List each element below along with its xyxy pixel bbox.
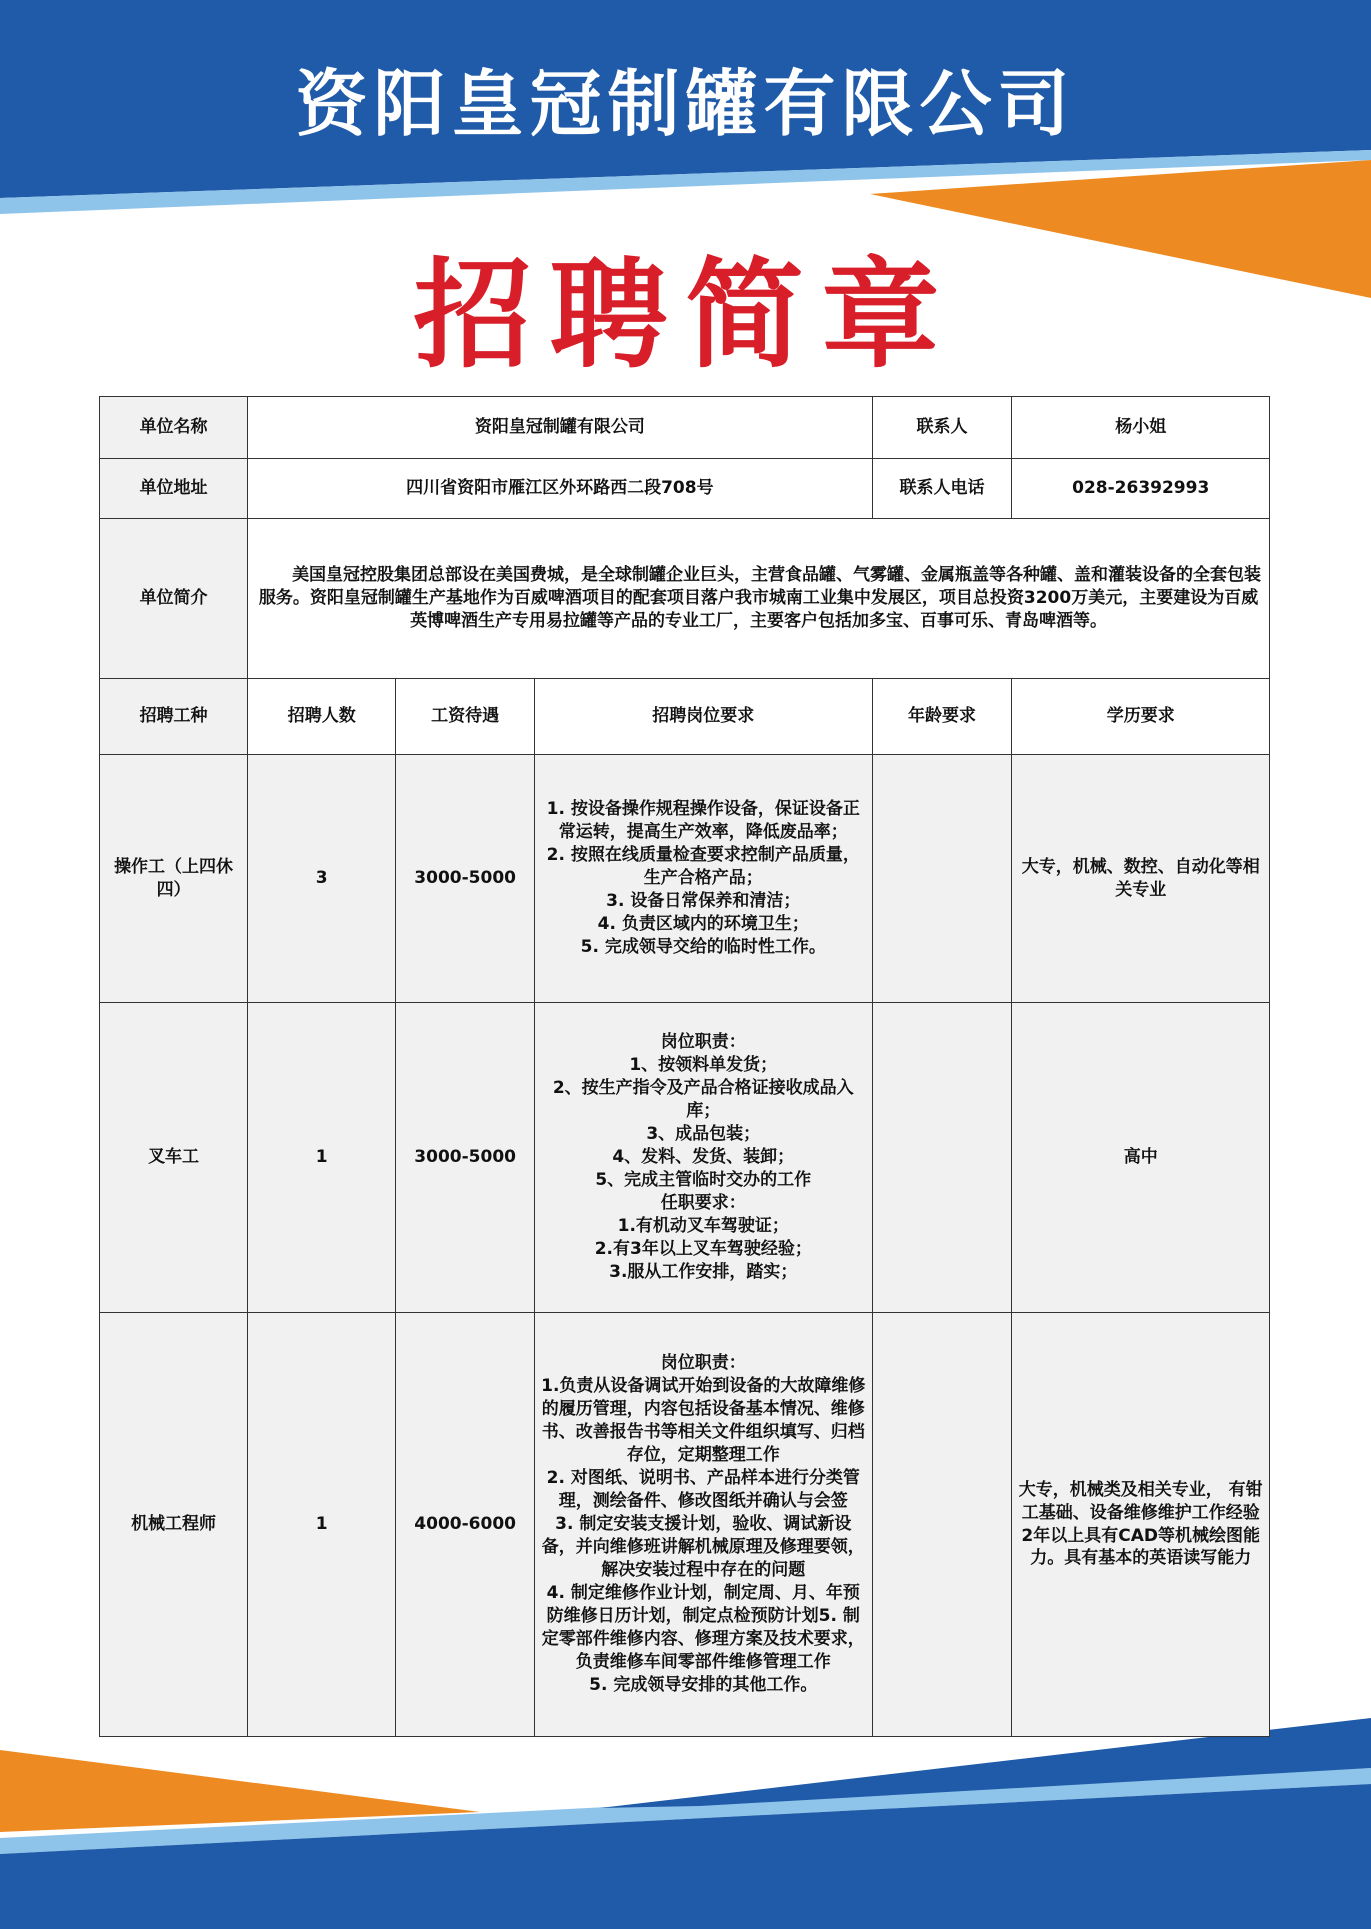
requirement-line: 1、按领料单发货； — [629, 1055, 778, 1076]
requirement-line: 3. 设备日常保养和清洁； — [606, 890, 801, 911]
requirement-line: 5. 完成领导交给的临时性工作。 — [580, 936, 826, 957]
requirement-line: 2. 按照在线质量检查要求控制产品质量，生产合格产品； — [546, 845, 860, 889]
job-salary: 3000-5000 — [396, 1003, 535, 1313]
job-age — [872, 755, 1012, 1003]
requirement-line: 4、发料、发货、装卸； — [612, 1147, 795, 1168]
requirement-line: 3. 制定安装支援计划，验收、调试新设备，并向维修班讲解机械原理及修理要领，解决安装过程中存在的问题 — [541, 1514, 865, 1580]
phone-value: 028-26392993 — [1012, 459, 1270, 519]
requirement-line: 2. 对图纸、说明书、产品样本进行分类管理，测绘备件、修改图纸并确认与会签 — [546, 1468, 860, 1512]
requirement-line: 3、成品包装； — [646, 1124, 761, 1145]
job-requirements — [535, 755, 873, 1003]
recruitment-table — [99, 396, 1270, 1737]
company-title: 资阳皇冠制罐有限公司 — [295, 62, 1076, 146]
job-title: 叉车工 — [100, 1003, 248, 1313]
job-education: 大专，机械类及相关专业， 有钳工基础、设备维修维护工作经验2年以上具有CAD等机械绘图能力。具有基本的英语读写能力 — [1012, 1313, 1270, 1737]
job-count: 1 — [248, 1313, 396, 1737]
requirement-line: 5. 完成领导安排的其他工作。 — [589, 1674, 818, 1695]
requirement-line: 岗位职责： — [660, 1353, 746, 1374]
intro-label: 单位简介 — [100, 519, 248, 679]
address-label: 单位地址 — [100, 459, 248, 519]
job-education: 高中 — [1012, 1003, 1270, 1313]
job-requirements — [535, 1003, 873, 1313]
job-age — [872, 1313, 1012, 1737]
table-row — [100, 1003, 1270, 1313]
job-requirements — [535, 1313, 873, 1737]
requirement-line: 岗位职责： — [660, 1032, 746, 1053]
requirement-line: 1.有机动叉车驾驶证； — [617, 1215, 789, 1236]
intro-text-body: 美国皇冠控股集团总部设在美国费城，是全球制罐企业巨头，主营食品罐、气雾罐、金属瓶盖等各种罐、盖和灌装设备的全套包装服务。资阳皇冠制罐生产基地作为百威啤酒项目的配套项目落户我市城南工业集中发展区，项目总投资3200万美元，主要建设为百威英博啤酒生产专用易拉罐等产品的专业工厂，主要客户包括加多宝、百事可乐、青岛啤酒等。 — [258, 565, 1262, 631]
header-education: 学历要求 — [1012, 679, 1270, 755]
requirement-line: 3.服从工作安排，踏实； — [609, 1261, 798, 1282]
table-row — [100, 1313, 1270, 1737]
job-title: 操作工（上四休四） — [100, 755, 248, 1003]
name-label: 单位名称 — [100, 397, 248, 459]
requirement-line: 4. 制定维修作业计划，制定周、月、年预防维修日历计划，制定点检预防计划5. 制定零部件维修内容、修理方案及技术要求，负责维修车间零部件维修管理工作 — [541, 1582, 865, 1672]
header-row — [100, 679, 1270, 755]
requirement-line: 1.负责从设备调试开始到设备的大故障维修的履历管理，内容包括设备基本情况、维修书、改善报告书等相关文件组织填写、归档存位，定期整理工作 — [541, 1376, 866, 1466]
header-count: 招聘人数 — [248, 679, 396, 755]
requirement-line: 2.有3年以上叉车驾驶经验； — [594, 1238, 812, 1259]
info-row-address — [100, 459, 1270, 519]
header-requirements: 招聘岗位要求 — [535, 679, 873, 755]
address-value: 四川省资阳市雁江区外环路西二段708号 — [248, 459, 872, 519]
job-salary: 3000-5000 — [396, 755, 535, 1003]
requirement-line: 任职要求： — [660, 1192, 746, 1213]
job-title: 机械工程师 — [100, 1313, 248, 1737]
requirement-line: 1. 按设备操作规程操作设备，保证设备正常运转，提高生产效率，降低废品率； — [546, 799, 860, 843]
job-salary: 4000-6000 — [396, 1313, 535, 1737]
contact-label: 联系人 — [872, 397, 1012, 459]
job-age — [872, 1003, 1012, 1313]
requirement-line: 5、完成主管临时交办的工作 — [595, 1169, 812, 1190]
job-count: 1 — [248, 1003, 396, 1313]
phone-label: 联系人电话 — [872, 459, 1012, 519]
info-row-name — [100, 397, 1270, 459]
table-row — [100, 755, 1270, 1003]
header-salary: 工资待遇 — [396, 679, 535, 755]
job-count: 3 — [248, 755, 396, 1003]
requirement-line: 4. 负责区域内的环境卫生； — [597, 913, 809, 934]
company-name-value: 资阳皇冠制罐有限公司 — [248, 397, 872, 459]
job-education: 大专，机械、数控、自动化等相关专业 — [1012, 755, 1270, 1003]
requirement-line: 2、按生产指令及产品合格证接收成品入库； — [552, 1078, 854, 1122]
info-row-intro — [100, 519, 1270, 679]
header-job: 招聘工种 — [100, 679, 248, 755]
contact-value: 杨小姐 — [1012, 397, 1270, 459]
header-age: 年龄要求 — [872, 679, 1012, 755]
poster-title: 招聘简章 — [413, 245, 958, 384]
intro-text — [248, 519, 1270, 679]
